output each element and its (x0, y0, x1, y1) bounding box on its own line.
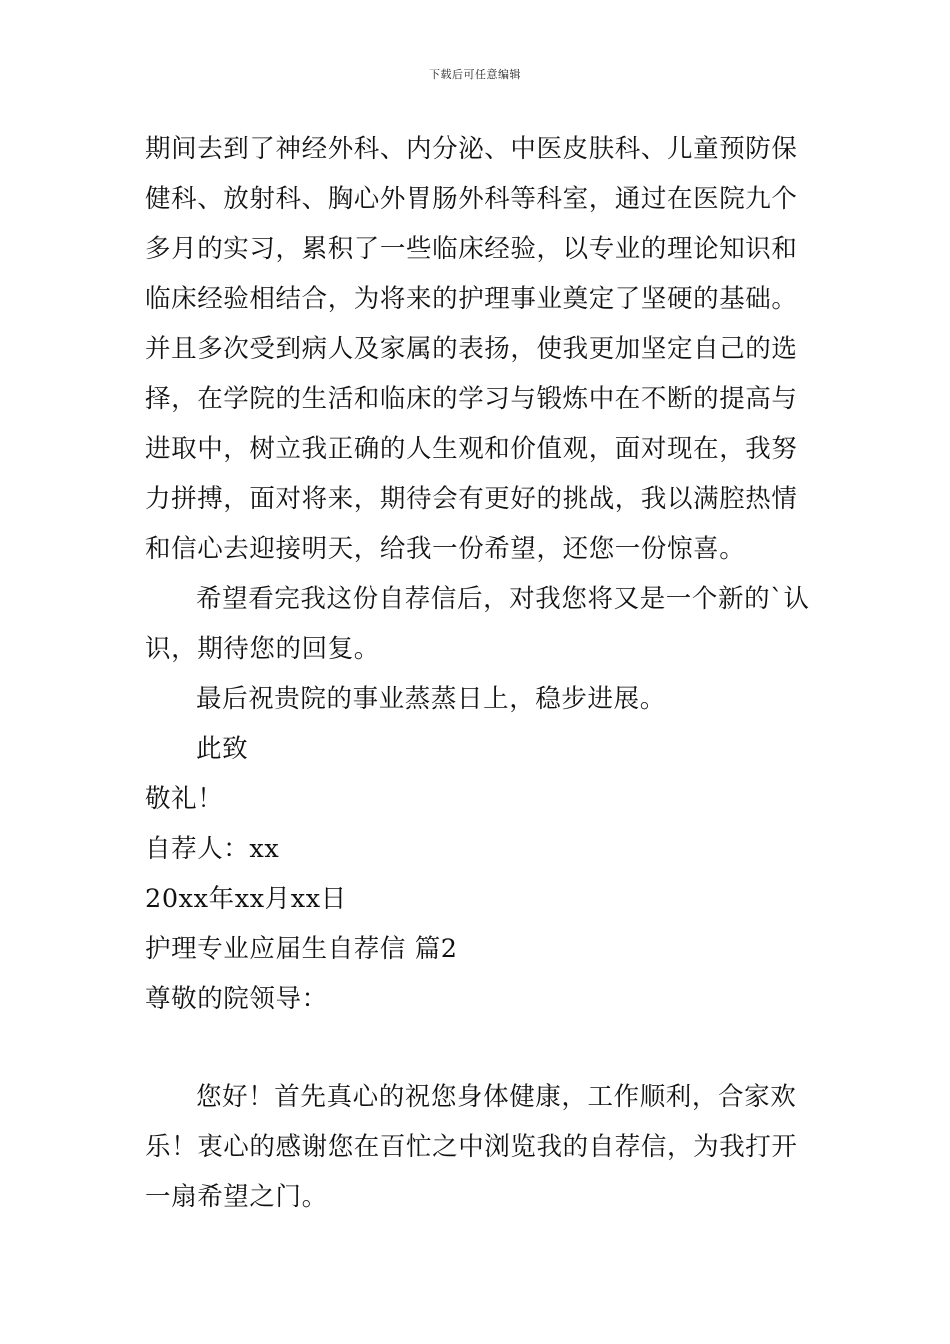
closing-cizhi: 此致 (196, 734, 249, 764)
paragraph-line: 临床经验相结合，为将来的护理事业奠定了坚硬的基础。 (145, 284, 798, 314)
paragraph-line: 期间去到了神经外科、内分泌、中医皮肤科、儿童预防保 (145, 134, 798, 164)
paragraph-line: 乐！衷心的感谢您在百忙之中浏览我的自荐信，为我打开 (145, 1132, 798, 1162)
paragraph-line: 择，在学院的生活和临床的学习与锻炼中在不断的提高与 (145, 384, 798, 414)
paragraph-line: 力拼搏，面对将来，期待会有更好的挑战，我以满腔热情 (145, 484, 798, 514)
paragraph-line: 多月的实习，累积了一些临床经验，以专业的理论知识和 (145, 234, 798, 264)
salutation: 尊敬的院领导： (145, 984, 328, 1014)
section-title: 护理专业应届生自荐信 篇2 (145, 934, 458, 964)
paragraph-line: 您好！首先真心的祝您身体健康，工作顺利，合家欢 (196, 1082, 797, 1112)
paragraph-line: 希望看完我这份自荐信后，对我您将又是一个新的`认 (196, 584, 810, 614)
date-line: 20xx年xx月xx日 (145, 884, 347, 914)
closing-jingli: 敬礼！ (145, 784, 224, 814)
paragraph-line: 进取中，树立我正确的人生观和价值观，面对现在，我努 (145, 434, 798, 464)
paragraph-line: 最后祝贵院的事业蒸蒸日上，稳步进展。 (196, 684, 666, 714)
signer-line: 自荐人：xx (145, 834, 280, 864)
paragraph-line: 健科、放射科、胸心外胃肠外科等科室，通过在医院九个 (145, 184, 798, 214)
paragraph-line: 一扇希望之门。 (145, 1182, 328, 1212)
paragraph-line: 识，期待您的回复。 (145, 634, 380, 664)
paragraph-line: 和信心去迎接明天，给我一份希望，还您一份惊喜。 (145, 534, 746, 564)
paragraph-line: 并且多次受到病人及家属的表扬，使我更加坚定自己的选 (145, 334, 798, 364)
header-note: 下载后可任意编辑 (429, 68, 521, 81)
